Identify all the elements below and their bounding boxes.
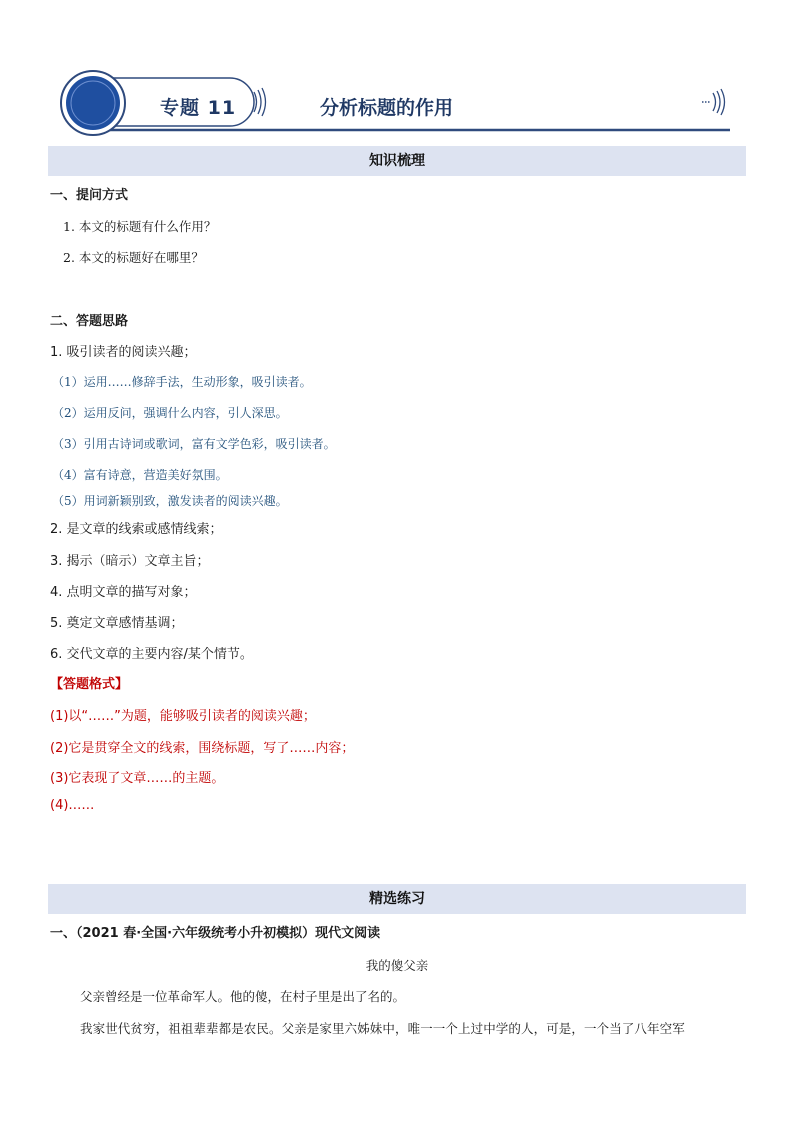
format-item: (4)…… [50, 798, 95, 813]
article-paragraph: 我家世代贫穷，祖祖辈辈都是农民。父亲是家里六姊妹中，唯一一个上过中学的人，可是，一个当了八年空军 [80, 1021, 685, 1036]
practice-section-bar: 精选练习 [48, 884, 746, 914]
header-banner [0, 0, 794, 140]
approach-subitem: （5）用词新颖别致，激发读者的阅读兴趣。 [52, 494, 288, 508]
approach-item: 3. 揭示（暗示）文章主旨； [50, 554, 210, 569]
article-title: 我的傻父亲 [365, 958, 429, 973]
approach-subitem: （1）运用……修辞手法，生动形象，吸引读者。 [52, 375, 312, 389]
knowledge-section-bar: 知识梳理 [48, 146, 746, 176]
answer-approach-heading: 二、答题思路 [50, 314, 129, 329]
topic-title: 分析标题的作用 [320, 97, 454, 119]
approach-subitem: （3）引用古诗词或歌词，富有文学色彩，吸引读者。 [52, 437, 336, 451]
approach-subitem: （4）富有诗意，营造美好氛围。 [52, 468, 228, 482]
approach-item: 5. 奠定文章感情基调； [50, 616, 184, 631]
approach-subitem: （2）运用反问，强调什么内容，引人深思。 [52, 406, 288, 420]
topic-number: 专题 11 [160, 97, 237, 119]
question-heading: 一、（2021 春·全国·六年级统考小升初模拟）现代文阅读 [50, 926, 381, 941]
format-item: (2)它是贯穿全文的线索，围绕标题，写了……内容； [50, 741, 355, 756]
approach-item: 6. 交代文章的主要内容/某个情节。 [50, 647, 253, 662]
format-item: (1)以“……”为题，能够吸引读者的阅读兴趣； [50, 709, 316, 724]
question-item: 2. 本文的标题好在哪里？ [63, 250, 204, 265]
question-method-heading: 一、提问方式 [50, 188, 129, 203]
format-item: (3)它表现了文章……的主题。 [50, 771, 225, 786]
approach-item: 1. 吸引读者的阅读兴趣； [50, 345, 197, 360]
answer-format-label: 【答题格式】 [50, 677, 129, 692]
question-item: 1. 本文的标题有什么作用？ [63, 219, 217, 234]
approach-item: 4. 点明文章的描写对象； [50, 585, 197, 600]
article-paragraph: 父亲曾经是一位革命军人。他的傻，在村子里是出了名的。 [80, 989, 406, 1004]
approach-item: 2. 是文章的线索或感情线索； [50, 522, 223, 537]
